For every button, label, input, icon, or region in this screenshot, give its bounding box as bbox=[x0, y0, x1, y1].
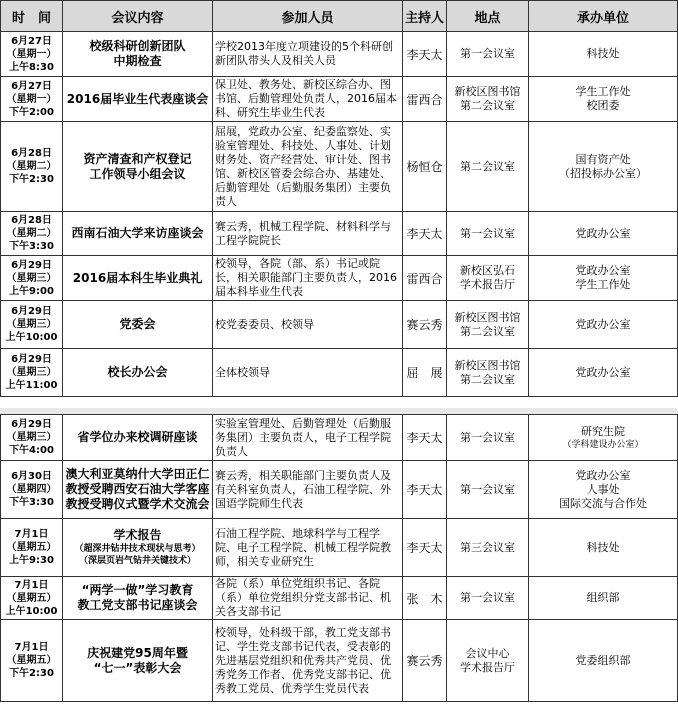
meeting-organizer-line: 党政办公室 bbox=[575, 317, 631, 331]
meeting-date: 7月1日 bbox=[14, 642, 49, 653]
meeting-topic-line: 教工党支部书记座谈会 bbox=[77, 598, 198, 612]
cell-topic bbox=[63, 77, 213, 122]
meeting-weekday: （星期五） bbox=[6, 542, 57, 553]
meeting-weekday: （星期三） bbox=[6, 367, 57, 378]
meeting-organizer-line: 国际交流与合作处 bbox=[559, 496, 647, 510]
meeting-weekday: （星期四） bbox=[6, 484, 57, 495]
cell-organizer bbox=[529, 461, 678, 519]
meeting-time: 上午10:00 bbox=[5, 605, 58, 617]
cell-topic bbox=[63, 349, 213, 397]
meeting-location-line: 第一会议室 bbox=[460, 591, 515, 604]
cell-location bbox=[447, 77, 529, 122]
meeting-topic-line: 中期检查 bbox=[113, 54, 162, 68]
cell-location bbox=[447, 349, 529, 397]
meeting-location-line: 第二会议室 bbox=[460, 159, 515, 173]
cell-host: 雷西合 bbox=[403, 256, 447, 301]
meeting-weekday: （星期五） bbox=[6, 592, 57, 604]
meeting-organizer-line: 党政办公室 bbox=[575, 264, 631, 277]
meeting-organizer-line: 研究生院 bbox=[581, 424, 625, 438]
cell-time bbox=[1, 415, 63, 461]
cell-attendees: 实验室管理处、后勤管理处（后勤服务集团）主要负责人，电子工程学院负责人 bbox=[213, 415, 403, 461]
header-organizer: 承办单位 bbox=[529, 1, 678, 32]
cell-organizer bbox=[529, 212, 678, 256]
meeting-location-line: 新校区弘石 bbox=[460, 264, 515, 277]
meeting-topic-line: 2016届毕业生代表座谈会 bbox=[66, 91, 209, 106]
meeting-topic-line: 省学位办来校调研座谈 bbox=[77, 430, 198, 444]
meeting-time: 下午3:30 bbox=[9, 497, 54, 508]
cell-topic bbox=[63, 620, 213, 702]
cell-attendees: 赛云秀，相关职能部门主要负责人及有关科室负责人，石油工程学院、外国语学院师生代表 bbox=[213, 461, 403, 519]
cell-time bbox=[1, 77, 63, 122]
meeting-date: 6月28日 bbox=[11, 215, 52, 226]
meeting-topic-subtitle: （超深井钻井技术现状与思考） bbox=[74, 544, 201, 554]
cell-location bbox=[447, 122, 529, 212]
meeting-date: 6月29日 bbox=[11, 259, 52, 271]
cell-topic bbox=[63, 212, 213, 256]
cell-organizer bbox=[529, 122, 678, 212]
cell-time bbox=[1, 519, 63, 577]
table-row bbox=[1, 577, 678, 620]
meeting-organizer-line: 党政办公室 bbox=[575, 226, 631, 240]
meeting-topic-line: 庆祝建党95周年暨 bbox=[87, 645, 188, 660]
meeting-location-line: 新校区图书馆 bbox=[454, 310, 521, 324]
cell-attendees: 校党委委员、校领导 bbox=[213, 301, 403, 349]
meeting-time: 上午8:30 bbox=[9, 61, 54, 73]
meeting-weekday: （星期三） bbox=[6, 319, 57, 330]
meeting-weekday: （星期一） bbox=[6, 93, 57, 105]
meeting-organizer-line: 党政办公室 bbox=[575, 365, 631, 379]
meeting-location-line: 会议中心 bbox=[465, 646, 510, 660]
meeting-topic-line: 资产清查和产权登记 bbox=[83, 151, 192, 166]
meeting-time: 上午11:00 bbox=[5, 380, 58, 391]
cell-host: 李天太 bbox=[403, 32, 447, 77]
cell-attendees: 各院（系）单位党组织书记、各院（系）单位党组织分党支部书记、机关各支部书记 bbox=[213, 577, 403, 620]
meeting-location-line: 新校区图书馆 bbox=[454, 85, 521, 98]
cell-location bbox=[447, 519, 529, 577]
cell-attendees: 校领导，各院（部、系）书记或院长，相关职能部门主要负责人，2016届本科毕业生代表 bbox=[213, 256, 403, 301]
cell-location bbox=[447, 301, 529, 349]
cell-location bbox=[447, 256, 529, 301]
cell-location bbox=[447, 620, 529, 702]
cell-time bbox=[1, 301, 63, 349]
meeting-weekday: （星期一） bbox=[6, 48, 57, 60]
cell-time bbox=[1, 122, 63, 212]
meeting-weekday: （星期二） bbox=[6, 228, 57, 239]
cell-time bbox=[1, 577, 63, 620]
meeting-time: 下午2:30 bbox=[9, 174, 54, 185]
meeting-time: 上午9:00 bbox=[9, 285, 54, 297]
cell-host: 李天太 bbox=[403, 415, 447, 461]
meeting-location-line: 第三会议室 bbox=[460, 540, 515, 554]
meeting-location-line: 新校区图书馆 bbox=[454, 358, 521, 372]
meeting-topic-line: 校长办公会 bbox=[107, 365, 168, 379]
cell-location bbox=[447, 415, 529, 461]
table-row bbox=[1, 415, 678, 461]
meeting-organizer-line: 学生工作处 bbox=[575, 85, 631, 98]
cell-host: 雷西合 bbox=[403, 77, 447, 122]
meeting-location-line: 第一会议室 bbox=[460, 482, 515, 496]
cell-organizer bbox=[529, 77, 678, 122]
cell-topic bbox=[63, 577, 213, 620]
meeting-time: 下午3:30 bbox=[9, 241, 54, 252]
meeting-organizer-line: 校团委 bbox=[586, 99, 620, 112]
meeting-date: 6月27日 bbox=[11, 35, 52, 47]
cell-organizer bbox=[529, 577, 678, 620]
meeting-time: 下午2:00 bbox=[9, 106, 54, 118]
meeting-organizer-line: 人事处 bbox=[586, 482, 620, 496]
meeting-location-line: 第一会议室 bbox=[460, 47, 515, 60]
cell-time bbox=[1, 461, 63, 519]
meeting-topic-line: 工作领导小组会议 bbox=[89, 166, 186, 181]
table-row bbox=[1, 212, 678, 256]
header-time: 时 间 bbox=[1, 1, 63, 32]
table-row bbox=[1, 77, 678, 122]
cell-organizer bbox=[529, 620, 678, 702]
meeting-topic-line: “七一”表彰大会 bbox=[93, 660, 182, 675]
cell-attendees: 校领导，处科级干部，教工党支部书记、学生党支部书记代表，受表彰的先进基层党组织和优秀共产党员、优秀党务工作者、优秀党支部书记、优秀教工党员、优秀学生党员代表 bbox=[213, 620, 403, 702]
meeting-date: 6月28日 bbox=[11, 148, 52, 159]
meeting-topic-line: 教授受聘西安石油大学客座 bbox=[65, 482, 210, 496]
table-row bbox=[1, 301, 678, 349]
header-location: 地点 bbox=[447, 1, 529, 32]
table-row bbox=[1, 519, 678, 577]
meeting-date: 6月27日 bbox=[11, 80, 52, 92]
cell-organizer bbox=[529, 415, 678, 461]
cell-attendees: 屈展，党政办公室、纪委监察处、实验室管理处、科技处、人事处、计划财务处、资产经营处、审计处、图书馆、新校区管委会综合办、基建处、后勤管理处（后勤服务集团）主要负责人 bbox=[213, 122, 403, 212]
meeting-organizer-line: 科技处 bbox=[586, 47, 620, 60]
cell-attendees: 赛云秀，机械工程学院、材料科学与工程学院院长 bbox=[213, 212, 403, 256]
cell-attendees: 石油工程学院、地球科学与工程学院、电子工程学院、机械工程学院教师，相关专业研究生 bbox=[213, 519, 403, 577]
meeting-time: 上午9:30 bbox=[9, 555, 54, 566]
meeting-organizer-line: 学生工作处 bbox=[575, 278, 631, 291]
meeting-organizer-line: （招投标办公室） bbox=[559, 166, 647, 180]
cell-organizer bbox=[529, 349, 678, 397]
meeting-date: 6月29日 bbox=[11, 419, 52, 430]
header-host: 主持人 bbox=[403, 1, 447, 32]
cell-time bbox=[1, 32, 63, 77]
cell-location bbox=[447, 577, 529, 620]
cell-topic bbox=[63, 415, 213, 461]
cell-topic bbox=[63, 122, 213, 212]
meeting-location-line: 第二会议室 bbox=[460, 372, 515, 386]
meeting-time: 下午2:30 bbox=[9, 668, 54, 679]
meeting-weekday: （星期三） bbox=[6, 272, 57, 284]
meeting-date: 6月30日 bbox=[11, 471, 52, 482]
cell-topic bbox=[63, 256, 213, 301]
cell-location bbox=[447, 32, 529, 77]
cell-organizer bbox=[529, 256, 678, 301]
meeting-organizer-line: 国有资产处 bbox=[575, 152, 631, 166]
meeting-location-line: 第一会议室 bbox=[460, 430, 515, 444]
cell-time bbox=[1, 620, 63, 702]
cell-time bbox=[1, 256, 63, 301]
cell-topic bbox=[63, 519, 213, 577]
cell-host: 屈 展 bbox=[403, 349, 447, 397]
table-row bbox=[1, 122, 678, 212]
meeting-date: 6月29日 bbox=[11, 306, 52, 317]
schedule-table-part2 bbox=[0, 414, 678, 702]
meeting-organizer-line: 党政办公室 bbox=[575, 468, 631, 482]
cell-organizer bbox=[529, 519, 678, 577]
meeting-topic-line: 学术报告 bbox=[113, 528, 162, 542]
cell-host: 赛云秀 bbox=[403, 301, 447, 349]
cell-host: 李天太 bbox=[403, 461, 447, 519]
cell-host: 赛云秀 bbox=[403, 620, 447, 702]
cell-topic bbox=[63, 461, 213, 519]
table-row bbox=[1, 461, 678, 519]
meeting-organizer-note: （学科建设办公室） bbox=[562, 439, 644, 450]
table-row bbox=[1, 32, 678, 77]
meeting-location-line: 第二会议室 bbox=[460, 324, 515, 338]
cell-topic bbox=[63, 301, 213, 349]
meeting-topic-line: 2016届本科生毕业典礼 bbox=[72, 270, 203, 285]
meeting-weekday: （星期二） bbox=[6, 161, 57, 172]
cell-host: 张 木 bbox=[403, 577, 447, 620]
meeting-time: 下午4:00 bbox=[9, 445, 54, 456]
meeting-topic-line: 党委会 bbox=[119, 317, 156, 331]
meeting-organizer-line: 科技处 bbox=[586, 540, 620, 554]
meeting-date: 7月1日 bbox=[14, 579, 49, 591]
header-topic: 会议内容 bbox=[63, 1, 213, 32]
meeting-topic-line: 教授受聘仪式暨学术交流会 bbox=[65, 497, 210, 511]
table-row bbox=[1, 349, 678, 397]
cell-time bbox=[1, 349, 63, 397]
meeting-topic-line: 澳大利亚莫纳什大学田正仁 bbox=[65, 467, 210, 481]
meeting-topic-subtitle: （深层页岩气钻井关键技术） bbox=[78, 556, 196, 566]
header-attendees: 参加人员 bbox=[213, 1, 403, 32]
cell-location bbox=[447, 212, 529, 256]
cell-attendees: 保卫处、教务处、新校区综合办、图书馆、后勤管理处负责人，2016届本科、研究生毕业生代表 bbox=[213, 77, 403, 122]
meeting-time: 上午10:00 bbox=[5, 332, 58, 343]
meeting-weekday: （星期五） bbox=[6, 655, 57, 666]
cell-attendees: 全体校领导 bbox=[213, 349, 403, 397]
cell-topic bbox=[63, 32, 213, 77]
cell-organizer bbox=[529, 32, 678, 77]
meeting-organizer-line: 组织部 bbox=[586, 591, 620, 604]
table-row bbox=[1, 620, 678, 702]
cell-host: 李天太 bbox=[403, 212, 447, 256]
cell-host: 李天太 bbox=[403, 519, 447, 577]
meeting-location-line: 学术报告厅 bbox=[460, 278, 515, 291]
meeting-weekday: （星期三） bbox=[6, 432, 57, 443]
meeting-location-line: 第一会议室 bbox=[460, 226, 515, 240]
header-row bbox=[1, 1, 678, 32]
meeting-location-line: 学术报告厅 bbox=[460, 660, 515, 674]
cell-location bbox=[447, 461, 529, 519]
cell-time bbox=[1, 212, 63, 256]
meeting-topic-line: 校级科研创新团队 bbox=[89, 39, 186, 53]
meeting-topic-line: “两学一做”学习教育 bbox=[81, 583, 194, 597]
cell-attendees: 学校2013年度立项建设的5个科研创新团队带头人及相关人员 bbox=[213, 32, 403, 77]
cell-host: 杨恒仓 bbox=[403, 122, 447, 212]
meeting-date: 6月29日 bbox=[11, 354, 52, 365]
meeting-organizer-line: 党委组织部 bbox=[575, 653, 631, 667]
meeting-location-line: 第二会议室 bbox=[460, 99, 515, 112]
cell-organizer bbox=[529, 301, 678, 349]
meeting-topic-line: 西南石油大学来访座谈会 bbox=[71, 226, 204, 240]
meeting-date: 7月1日 bbox=[14, 529, 49, 540]
table-row bbox=[1, 256, 678, 301]
